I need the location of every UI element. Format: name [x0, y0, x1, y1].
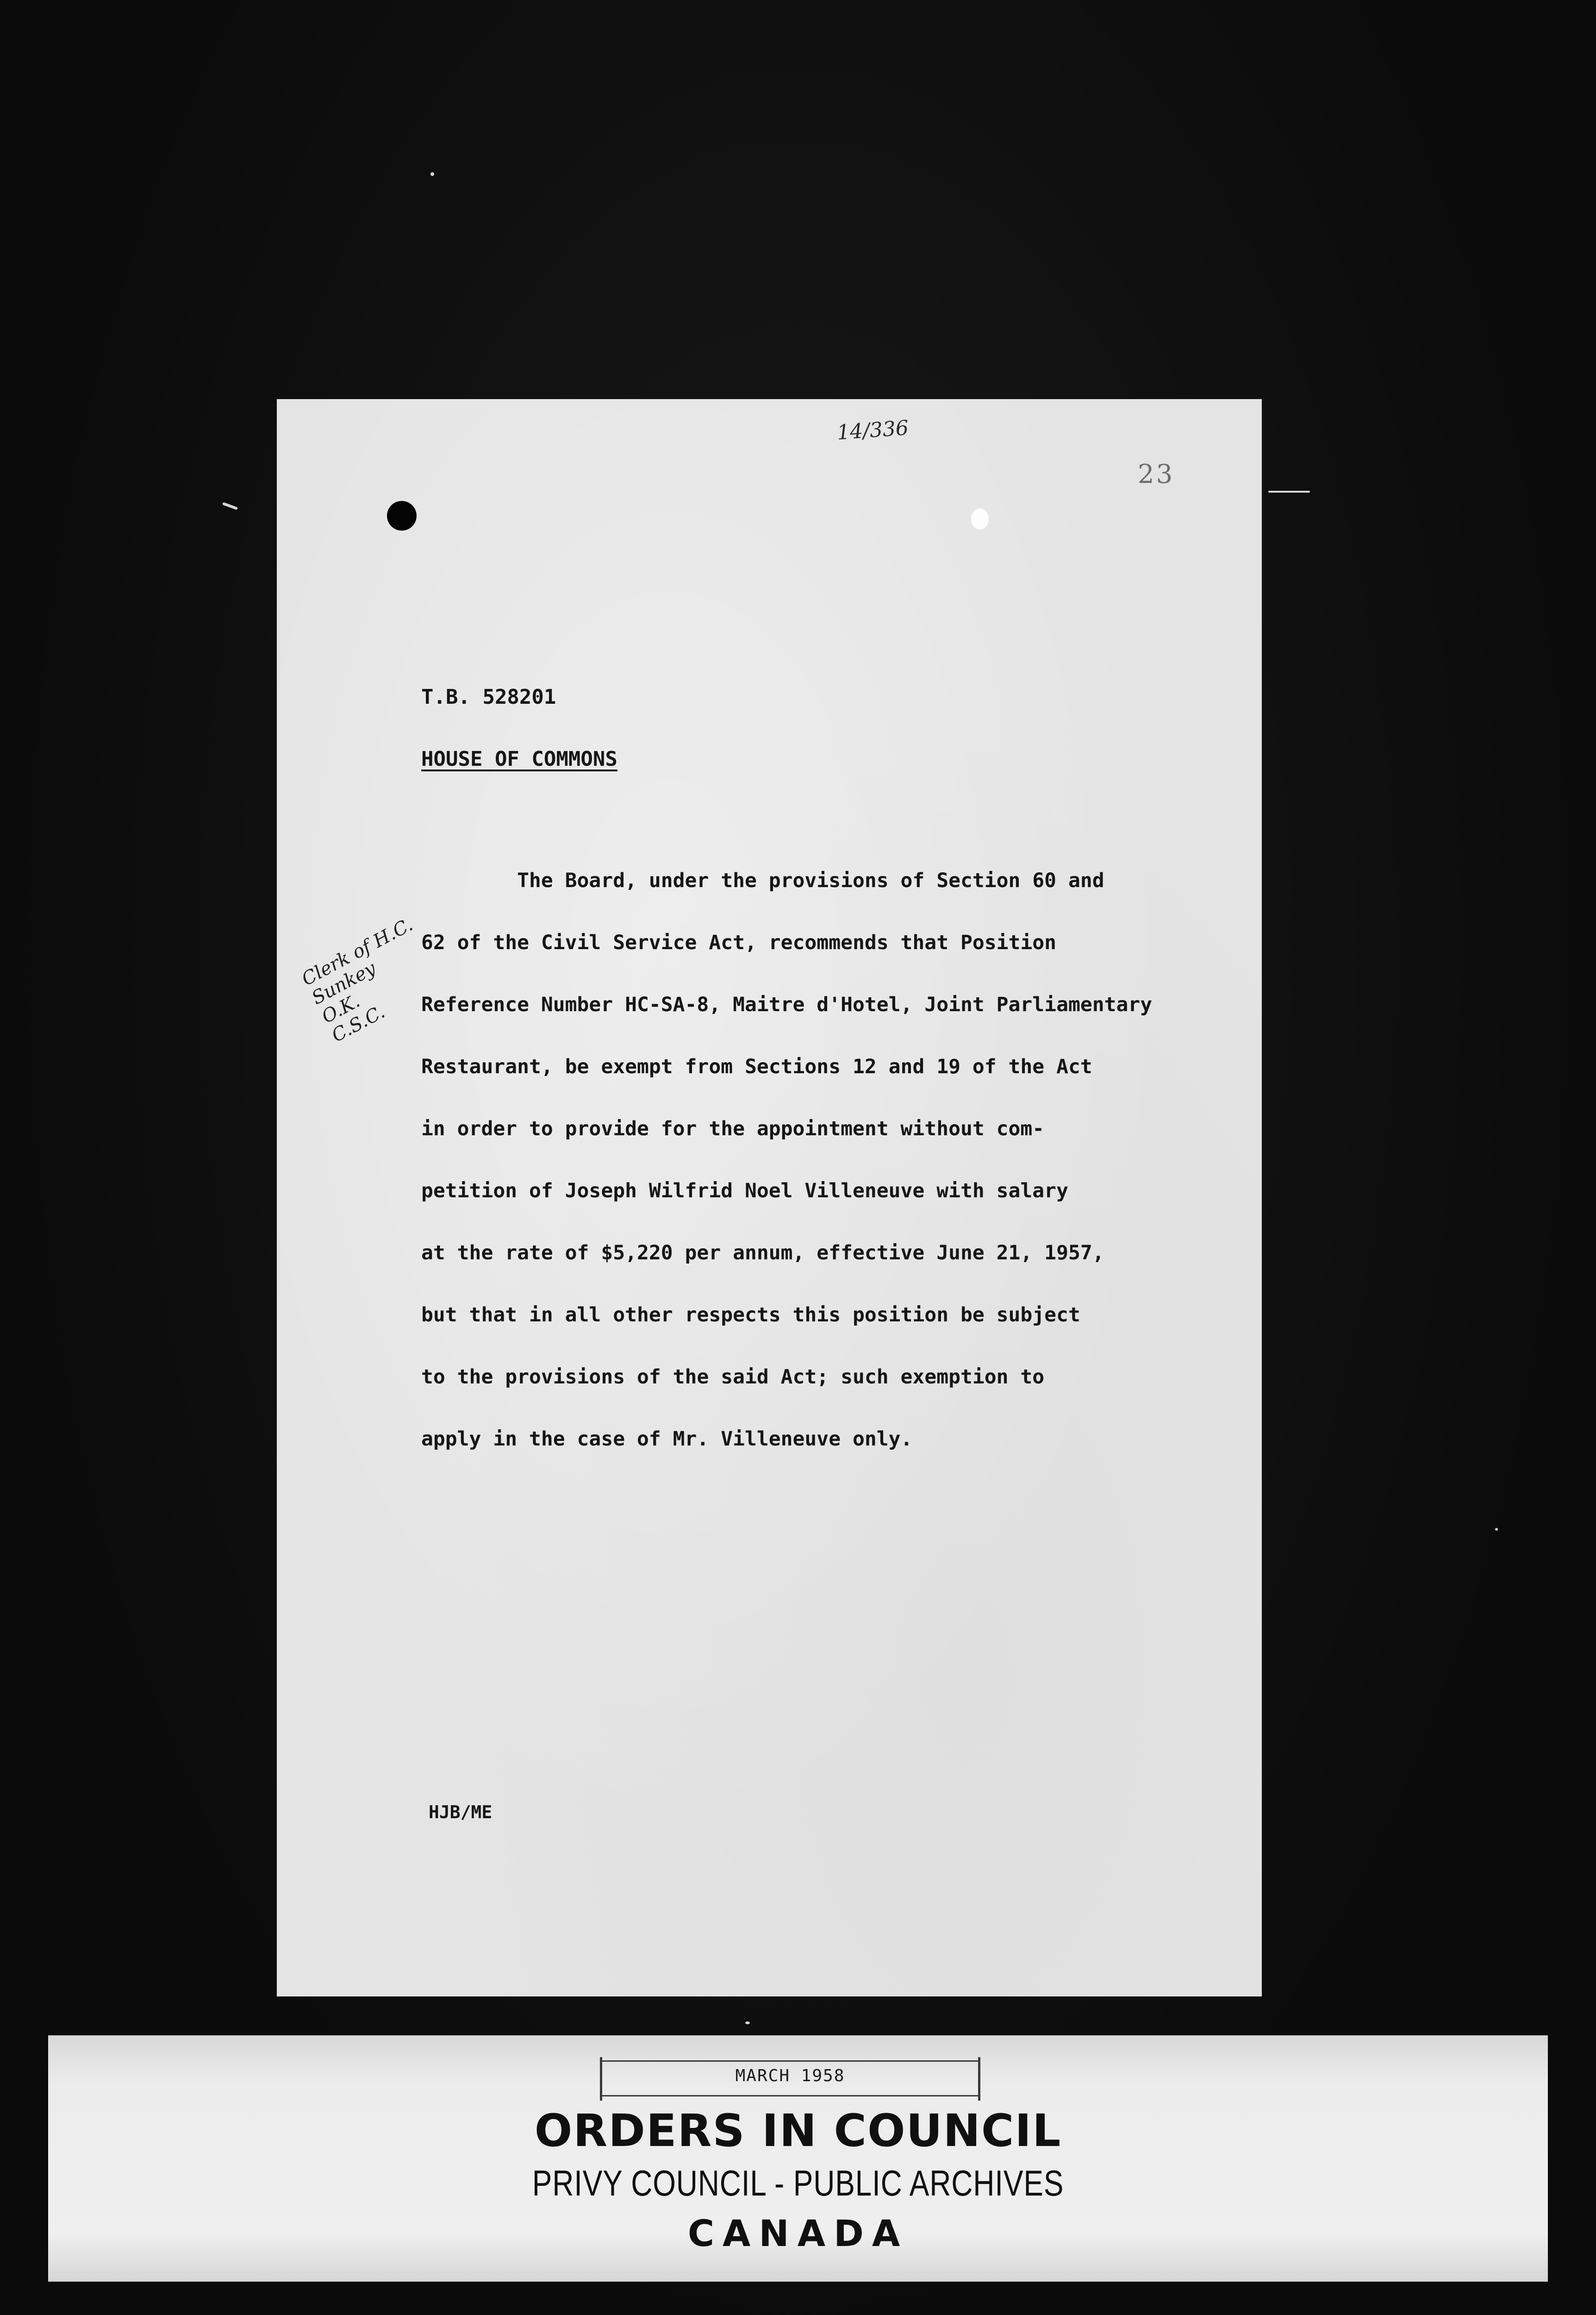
paragraph-line: Restaurant, be exempt from Sections 12 and 19 of the Act [421, 1055, 1092, 1078]
date-box [602, 2060, 979, 2096]
typed-document-page [277, 399, 1262, 1996]
margin-note-text: Clerk of H.C. Sunkey O.K. C.S.C. [298, 913, 417, 1047]
paragraph-line: apply in the case of Mr. Villeneuve only. [421, 1427, 913, 1451]
archive-subtitle: PRIVY COUNCIL - PUBLIC ARCHIVES [532, 2163, 1064, 2203]
film-speck [1268, 491, 1310, 493]
handwritten-folio-number: 14/336 [836, 416, 910, 445]
film-speck [222, 502, 238, 510]
archive-title: ORDERS IN COUNCIL [534, 2105, 1062, 2157]
punch-hole [387, 501, 417, 531]
paragraph-line: Reference Number HC-SA-8, Maitre d'Hotel, Joint Parliamentary [421, 993, 1153, 1016]
paragraph-line: petition of Joseph Wilfrid Noel Villeneuve with salary [421, 1179, 1068, 1202]
archive-date: MARCH 1958 [735, 2066, 845, 2085]
paragraph-line: 62 of the Civil Service Act, recommends that Position [421, 931, 1057, 954]
film-speck [745, 2021, 750, 2024]
paragraph-line: in order to provide for the appointment without com- [421, 1117, 1045, 1140]
recommendation-paragraph [421, 867, 1152, 1487]
film-speck [430, 172, 434, 176]
typist-initials: HJB/ME [429, 1802, 493, 1822]
treasury-board-number: T.B. 528201 [421, 685, 556, 709]
paragraph-line: The Board, under the provisions of Section 60 and [421, 869, 1104, 892]
paragraph-line: but that in all other respects this position be subject [421, 1303, 1080, 1326]
film-speck [1495, 1528, 1498, 1531]
archive-label-strip [48, 2035, 1548, 2282]
paragraph-line: at the rate of $5,220 per annum, effective June 21, 1957, [421, 1241, 1104, 1264]
page-number: 23 [1138, 459, 1175, 489]
archive-country: CANADA [687, 2213, 909, 2255]
light-glare [971, 508, 989, 530]
paragraph-line: to the provisions of the said Act; such exemption to [421, 1365, 1045, 1389]
document-heading: HOUSE OF COMMONS [421, 747, 617, 771]
